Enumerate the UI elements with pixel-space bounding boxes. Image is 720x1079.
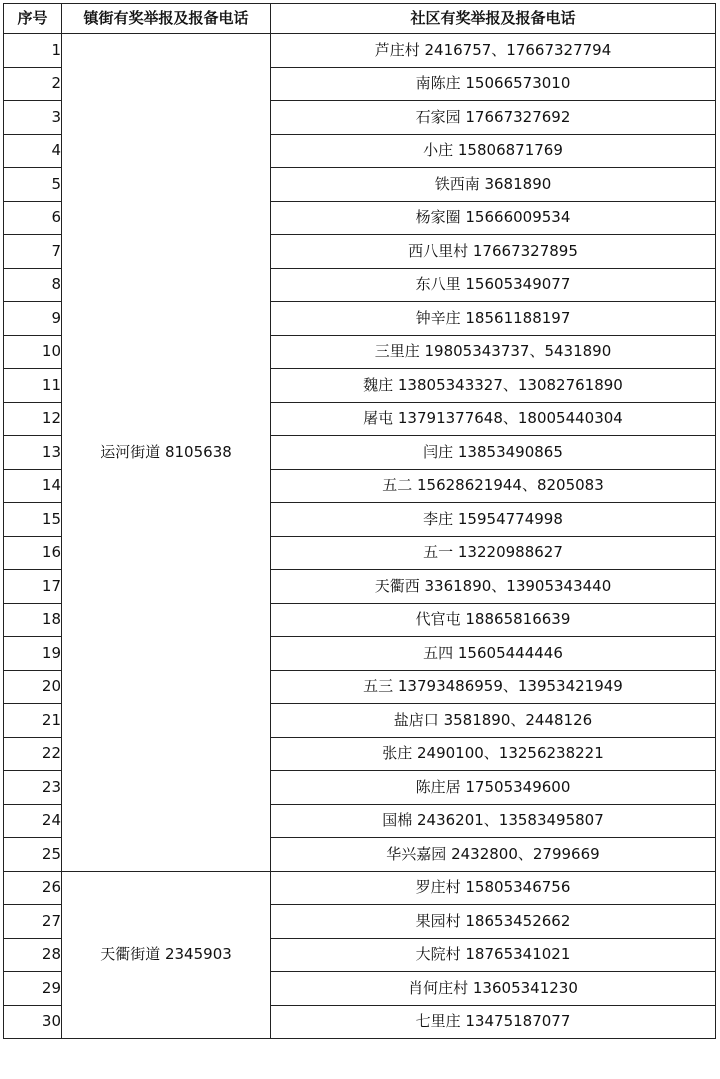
community-hotline-cell: 罗庄村 15805346756 <box>271 871 716 905</box>
row-index: 7 <box>4 235 62 269</box>
community-hotline-cell: 钟辛庄 18561188197 <box>271 302 716 336</box>
row-index: 1 <box>4 34 62 68</box>
row-index: 4 <box>4 134 62 168</box>
community-hotline-cell: 芦庄村 2416757、17667327794 <box>271 34 716 68</box>
community-hotline-cell: 李庄 15954774998 <box>271 503 716 537</box>
community-hotline-cell: 五二 15628621944、8205083 <box>271 469 716 503</box>
row-index: 5 <box>4 168 62 202</box>
row-index: 2 <box>4 67 62 101</box>
community-hotline-cell: 西八里村 17667327895 <box>271 235 716 269</box>
row-index: 11 <box>4 369 62 403</box>
town-hotline-cell: 天衢街道 2345903 <box>62 871 271 1039</box>
community-hotline-cell: 肖何庄村 13605341230 <box>271 972 716 1006</box>
row-index: 8 <box>4 268 62 302</box>
row-index: 10 <box>4 335 62 369</box>
town-hotline-cell: 运河街道 8105638 <box>62 34 271 872</box>
row-index: 20 <box>4 670 62 704</box>
community-hotline-cell: 魏庄 13805343327、13082761890 <box>271 369 716 403</box>
community-hotline-cell: 果园村 18653452662 <box>271 905 716 939</box>
community-hotline-cell: 盐店口 3581890、2448126 <box>271 704 716 738</box>
community-hotline-cell: 五三 13793486959、13953421949 <box>271 670 716 704</box>
row-index: 30 <box>4 1005 62 1039</box>
community-hotline-cell: 铁西南 3681890 <box>271 168 716 202</box>
community-hotline-cell: 华兴嘉园 2432800、2799669 <box>271 838 716 872</box>
row-index: 17 <box>4 570 62 604</box>
community-hotline-cell: 国棉 2436201、13583495807 <box>271 804 716 838</box>
community-hotline-cell: 张庄 2490100、13256238221 <box>271 737 716 771</box>
row-index: 3 <box>4 101 62 135</box>
row-index: 25 <box>4 838 62 872</box>
table-row <box>4 871 716 905</box>
community-hotline-cell: 七里庄 13475187077 <box>271 1005 716 1039</box>
community-hotline-cell: 三里庄 19805343737、5431890 <box>271 335 716 369</box>
header-community-hotline: 社区有奖举报及报备电话 <box>271 4 716 34</box>
row-index: 19 <box>4 637 62 671</box>
row-index: 14 <box>4 469 62 503</box>
community-hotline-cell: 天衢西 3361890、13905343440 <box>271 570 716 604</box>
community-hotline-cell: 石家园 17667327692 <box>271 101 716 135</box>
community-hotline-cell: 代官屯 18865816639 <box>271 603 716 637</box>
row-index: 23 <box>4 771 62 805</box>
hotline-table <box>3 3 716 1039</box>
table-body <box>4 34 716 1039</box>
header-index: 序号 <box>4 4 62 34</box>
community-hotline-cell: 五四 15605444446 <box>271 637 716 671</box>
row-index: 26 <box>4 871 62 905</box>
row-index: 24 <box>4 804 62 838</box>
community-hotline-cell: 大院村 18765341021 <box>271 938 716 972</box>
row-index: 27 <box>4 905 62 939</box>
row-index: 29 <box>4 972 62 1006</box>
row-index: 18 <box>4 603 62 637</box>
header-row <box>4 4 716 34</box>
row-index: 16 <box>4 536 62 570</box>
header-town-hotline: 镇街有奖举报及报备电话 <box>62 4 271 34</box>
community-hotline-cell: 五一 13220988627 <box>271 536 716 570</box>
row-index: 28 <box>4 938 62 972</box>
community-hotline-cell: 南陈庄 15066573010 <box>271 67 716 101</box>
row-index: 9 <box>4 302 62 336</box>
community-hotline-cell: 屠屯 13791377648、18005440304 <box>271 402 716 436</box>
row-index: 21 <box>4 704 62 738</box>
row-index: 12 <box>4 402 62 436</box>
table-row <box>4 34 716 68</box>
community-hotline-cell: 闫庄 13853490865 <box>271 436 716 470</box>
community-hotline-cell: 杨家圈 15666009534 <box>271 201 716 235</box>
row-index: 22 <box>4 737 62 771</box>
community-hotline-cell: 小庄 15806871769 <box>271 134 716 168</box>
row-index: 6 <box>4 201 62 235</box>
community-hotline-cell: 陈庄居 17505349600 <box>271 771 716 805</box>
row-index: 13 <box>4 436 62 470</box>
community-hotline-cell: 东八里 15605349077 <box>271 268 716 302</box>
row-index: 15 <box>4 503 62 537</box>
